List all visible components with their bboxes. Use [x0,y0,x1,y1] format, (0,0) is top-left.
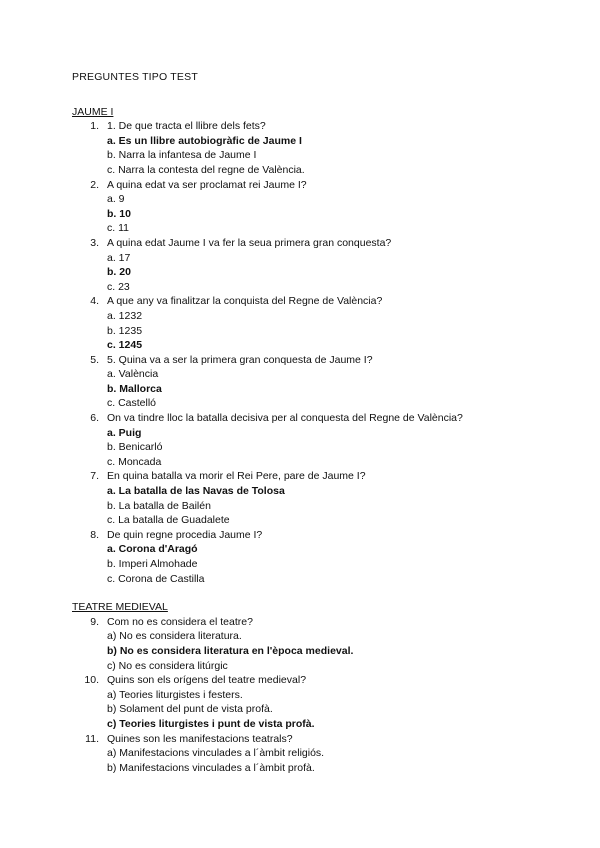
question [72,528,572,543]
question [72,732,572,747]
question-text: A quina edat va ser proclamat rei Jaume I? [107,178,307,191]
question-text: A que any va finalitzar la conquista del Regne de València? [107,295,383,308]
answer-option: c. Narra la contesta del regne de València. [107,163,305,176]
answer-option-correct: a. Puig [107,426,142,439]
answer-option-correct: b. Mallorca [107,382,162,395]
question [72,119,572,134]
section-heading: TEATRE MEDIEVAL [72,601,168,614]
question-number: 8. [90,528,99,541]
question [72,673,572,688]
answer-option: b) Manifestacions vinculades a l´àmbit profà. [107,761,315,774]
question-number: 9. [90,615,99,628]
answer-option: c. 23 [107,280,130,293]
question-number: 10. [84,674,99,687]
answer-option-correct: a. La batalla de las Navas de Tolosa [107,485,285,498]
question [72,353,572,368]
question [72,294,572,309]
answer-option: b. 1235 [107,324,143,337]
answer-option: a. 17 [107,251,131,264]
question-text: 5. Quina va a ser la primera gran conquesta de Jaume I? [107,353,373,366]
answer-option: c. Corona de Castilla [107,572,205,585]
question-number: 1. [90,120,99,133]
question-text: Quins son els orígens del teatre medieval? [107,674,307,687]
question-number: 4. [90,295,99,308]
question-text: A quina edat Jaume I va fer la seua primera gran conquesta? [107,236,392,249]
question-text: Com no es considera el teatre? [107,615,253,628]
answer-option: a. València [107,368,159,381]
question-text: En quina batalla va morir el Rei Pere, pare de Jaume I? [107,470,366,483]
question [72,236,572,251]
answer-option: b. Benicarló [107,441,163,454]
question-text: 1. De que tracta el llibre dels fets? [107,120,266,133]
question [72,615,572,630]
document-page [72,70,572,775]
section-heading: JAUME I [72,105,114,118]
page-title: PREGUNTES TIPO TEST [72,71,198,83]
answer-option-correct: a. Es un llibre autobiogràfic de Jaume I [107,134,302,147]
answer-option: a. 1232 [107,309,143,322]
question-number: 11. [85,732,99,745]
answer-option: a) Teories liturgistes i festers. [107,688,243,701]
question-number: 3. [90,236,99,249]
question-number: 7. [90,470,99,483]
question-number: 2. [90,178,99,191]
answer-option: a. 9 [107,193,125,206]
answer-option: c. Moncada [107,455,162,468]
answer-option: b. La batalla de Bailén [107,499,211,512]
answer-option: b. Imperi Almohade [107,558,198,570]
question-text: On va tindre lloc la batalla decisiva per al conquesta del Regne de València? [107,412,463,425]
question-number: 5. [90,353,99,366]
answer-option: c. La batalla de Guadalete [107,514,230,527]
question-number: 6. [90,412,99,425]
question-text: Quines son les manifestacions teatrals? [107,732,293,745]
question [72,469,572,484]
answer-option-correct: c) Teories liturgistes i punt de vista profà. [107,717,315,730]
sections-container [72,105,572,776]
answer-option-correct: c. 1245 [107,339,143,352]
answer-option-correct: b. 10 [107,207,131,220]
question [72,178,572,193]
answer-option-correct: b. 20 [107,266,131,279]
answer-option-correct: a. Corona d'Aragó [107,543,198,556]
answer-option: a) No es considera literatura. [107,630,242,643]
question [72,411,572,426]
answer-option: c. Castelló [107,397,157,410]
answer-option: a) Manifestacions vinculades a l´àmbit religiós. [107,747,325,760]
answer-option: c. 11 [107,222,129,235]
answer-option-correct: b) No es considera literatura en l'època medieval. [107,644,354,657]
answer-option: b) Solament del punt de vista profà. [107,703,273,716]
answer-option: b. Narra la infantesa de Jaume I [107,149,257,162]
answer-option: c) No es considera litúrgic [107,659,228,672]
question-text: De quin regne procedia Jaume I? [107,528,263,541]
